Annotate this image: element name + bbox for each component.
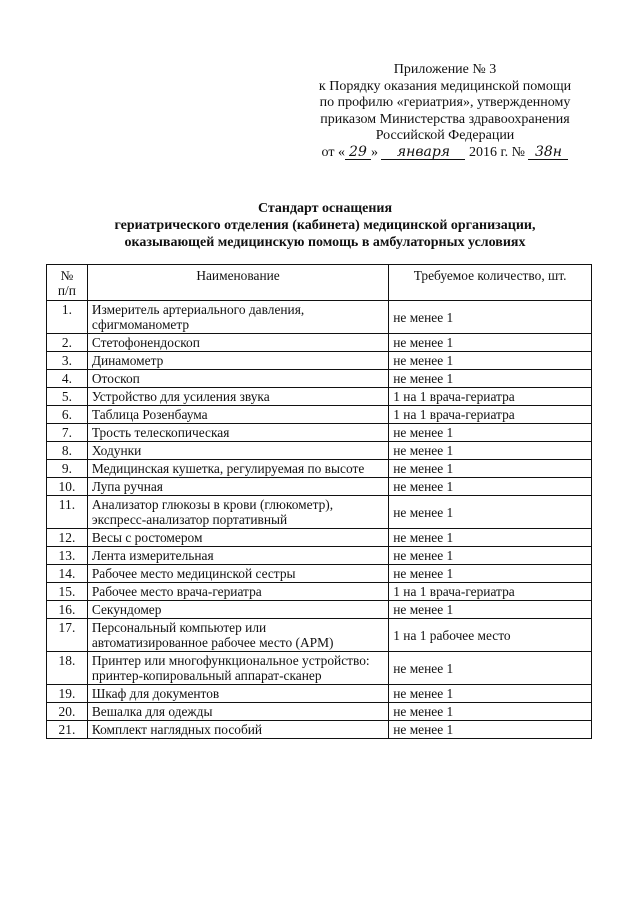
cell-name: Устройство для усиления звука bbox=[87, 388, 388, 406]
cell-name: Отоскоп bbox=[87, 370, 388, 388]
table-row bbox=[47, 442, 592, 460]
cell-quantity: не менее 1 bbox=[389, 601, 592, 619]
cell-number: 9. bbox=[47, 460, 88, 478]
table-row bbox=[47, 652, 592, 685]
cell-quantity: не менее 1 bbox=[389, 721, 592, 739]
cell-name: Измеритель артериального давления, сфигмоманометр bbox=[87, 301, 388, 334]
handwritten-day: 29 bbox=[345, 145, 371, 160]
cell-quantity: не менее 1 bbox=[389, 424, 592, 442]
header-quantity: Требуемое количество, шт. bbox=[389, 265, 592, 301]
cell-number: 18. bbox=[47, 652, 88, 685]
table-row bbox=[47, 478, 592, 496]
cell-name: Лупа ручная bbox=[87, 478, 388, 496]
cell-number: 12. bbox=[47, 529, 88, 547]
table-row bbox=[47, 388, 592, 406]
table-row bbox=[47, 529, 592, 547]
table-row bbox=[47, 301, 592, 334]
cell-quantity: 1 на 1 врача-гериатра bbox=[389, 388, 592, 406]
cell-number: 4. bbox=[47, 370, 88, 388]
table-row bbox=[47, 703, 592, 721]
cell-name: Стетофонендоскоп bbox=[87, 334, 388, 352]
cell-name: Анализатор глюкозы в крови (глюкометр), экспресс-анализатор портативный bbox=[87, 496, 388, 529]
cell-number: 5. bbox=[47, 388, 88, 406]
cell-number: 1. bbox=[47, 301, 88, 334]
cell-name: Вешалка для одежды bbox=[87, 703, 388, 721]
cell-number: 15. bbox=[47, 583, 88, 601]
cell-number: 13. bbox=[47, 547, 88, 565]
cell-number: 8. bbox=[47, 442, 88, 460]
order-date-line bbox=[300, 145, 590, 162]
cell-number: 2. bbox=[47, 334, 88, 352]
handwritten-number: 38н bbox=[528, 145, 568, 160]
cell-quantity: не менее 1 bbox=[389, 652, 592, 685]
handwritten-month: января bbox=[381, 145, 465, 160]
table-row bbox=[47, 685, 592, 703]
table-row bbox=[47, 352, 592, 370]
header-name: Наименование bbox=[87, 265, 388, 301]
table-row bbox=[47, 547, 592, 565]
table-row bbox=[47, 370, 592, 388]
cell-quantity: не менее 1 bbox=[389, 370, 592, 388]
table-row bbox=[47, 334, 592, 352]
date-year: 2016 г. № bbox=[468, 144, 525, 160]
cell-quantity: 1 на 1 врача-гериатра bbox=[389, 583, 592, 601]
table-row bbox=[47, 460, 592, 478]
table-row bbox=[47, 721, 592, 739]
cell-number: 16. bbox=[47, 601, 88, 619]
table-row bbox=[47, 601, 592, 619]
cell-number: 20. bbox=[47, 703, 88, 721]
title-line: гериатрического отделения (кабинета) медицинской организации, bbox=[114, 218, 536, 233]
cell-number: 19. bbox=[47, 685, 88, 703]
cell-number: 11. bbox=[47, 496, 88, 529]
cell-number: 21. bbox=[47, 721, 88, 739]
cell-quantity: не менее 1 bbox=[389, 547, 592, 565]
cell-quantity: не менее 1 bbox=[389, 334, 592, 352]
table-row bbox=[47, 496, 592, 529]
cell-quantity: не менее 1 bbox=[389, 565, 592, 583]
title-line: Стандарт оснащения bbox=[257, 201, 393, 216]
document-title bbox=[40, 200, 610, 251]
table-row bbox=[47, 565, 592, 583]
appendix-title: Приложение № 3 bbox=[393, 62, 497, 77]
cell-name: Ходунки bbox=[87, 442, 388, 460]
cell-name: Шкаф для документов bbox=[87, 685, 388, 703]
equipment-table bbox=[46, 264, 592, 739]
title-line: оказывающей медицинскую помощь в амбулаторных условиях bbox=[124, 235, 526, 250]
cell-name: Рабочее место врача-гериатра bbox=[87, 583, 388, 601]
cell-number: 10. bbox=[47, 478, 88, 496]
cell-quantity: не менее 1 bbox=[389, 529, 592, 547]
cell-name: Секундомер bbox=[87, 601, 388, 619]
cell-quantity: не менее 1 bbox=[389, 442, 592, 460]
cell-number: 3. bbox=[47, 352, 88, 370]
cell-quantity: не менее 1 bbox=[389, 703, 592, 721]
cell-number: 17. bbox=[47, 619, 88, 652]
cell-name: Таблица Розенбаума bbox=[87, 406, 388, 424]
cell-number: 6. bbox=[47, 406, 88, 424]
table-header-row bbox=[47, 265, 592, 301]
cell-quantity: не менее 1 bbox=[389, 352, 592, 370]
appendix-line: к Порядку оказания медицинской помощи bbox=[318, 78, 572, 94]
appendix-line: Российской Федерации bbox=[375, 128, 515, 143]
cell-name: Динамометр bbox=[87, 352, 388, 370]
appendix-line: приказом Министерства здравоохранения bbox=[320, 111, 570, 127]
cell-quantity: не менее 1 bbox=[389, 685, 592, 703]
cell-quantity: не менее 1 bbox=[389, 301, 592, 334]
cell-name: Лента измерительная bbox=[87, 547, 388, 565]
cell-name: Персональный компьютер или автоматизированное рабочее место (АРМ) bbox=[87, 619, 388, 652]
cell-quantity: 1 на 1 рабочее место bbox=[389, 619, 592, 652]
cell-number: 14. bbox=[47, 565, 88, 583]
appendix-line: по профилю «гериатрия», утвержденному bbox=[319, 95, 571, 110]
cell-quantity: не менее 1 bbox=[389, 496, 592, 529]
cell-name: Принтер или многофункциональное устройство: принтер-копировальный аппарат-сканер bbox=[87, 652, 388, 685]
cell-number: 7. bbox=[47, 424, 88, 442]
cell-name: Трость телескопическая bbox=[87, 424, 388, 442]
cell-quantity: не менее 1 bbox=[389, 478, 592, 496]
appendix-header bbox=[300, 62, 590, 161]
cell-name: Рабочее место медицинской сестры bbox=[87, 565, 388, 583]
table-row bbox=[47, 619, 592, 652]
header-number: № п/п bbox=[47, 265, 88, 301]
date-mid: » bbox=[370, 144, 378, 160]
cell-quantity: 1 на 1 врача-гериатра bbox=[389, 406, 592, 424]
cell-quantity: не менее 1 bbox=[389, 460, 592, 478]
table-row bbox=[47, 583, 592, 601]
date-prefix: от « bbox=[321, 144, 345, 160]
table-row bbox=[47, 424, 592, 442]
cell-name: Весы с ростомером bbox=[87, 529, 388, 547]
cell-name: Комплект наглядных пособий bbox=[87, 721, 388, 739]
table-row bbox=[47, 406, 592, 424]
cell-name: Медицинская кушетка, регулируемая по высоте bbox=[87, 460, 388, 478]
